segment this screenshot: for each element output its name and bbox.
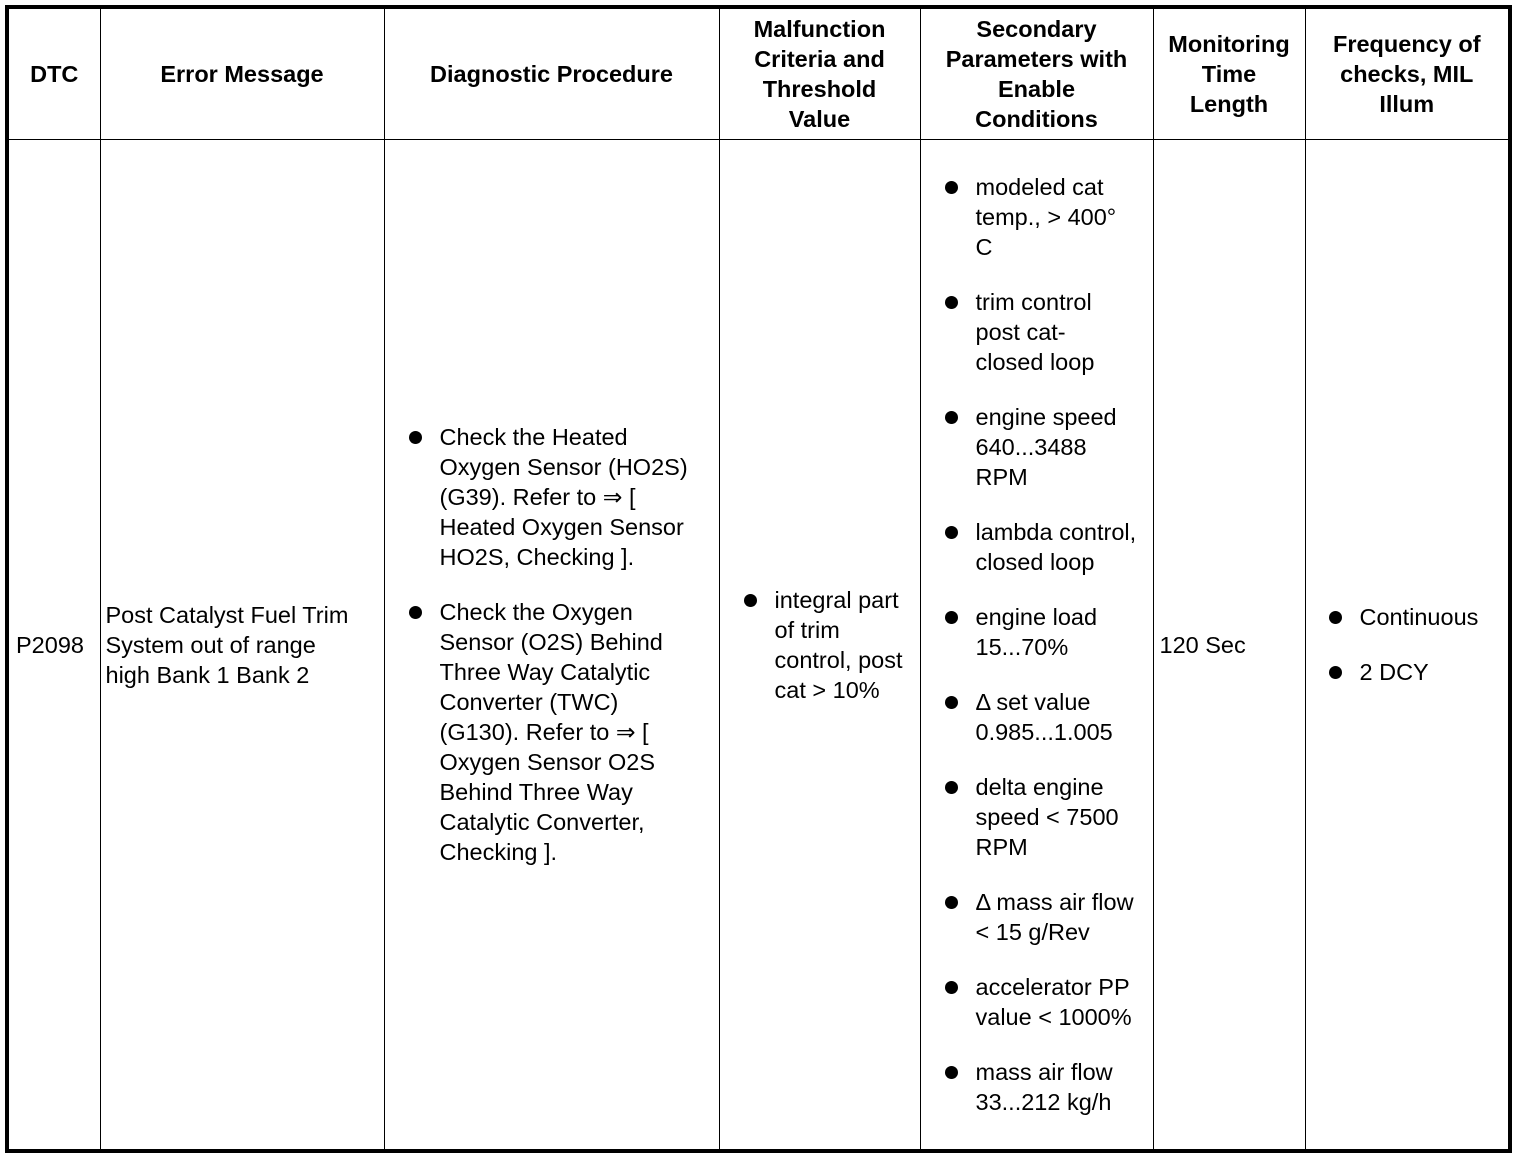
bullet-icon (744, 594, 757, 607)
malfunction-list (720, 585, 920, 705)
bullet-icon (945, 296, 958, 309)
bullet-icon (1329, 666, 1342, 679)
cell-diagnostic-procedure (384, 140, 719, 1152)
list-item: lambda control, closed loop (921, 517, 1153, 577)
header-frequency: Frequency of checks, MIL Illum (1305, 7, 1510, 140)
bullet-icon (945, 981, 958, 994)
bullet-icon (409, 431, 422, 444)
bullet-icon (945, 1066, 958, 1079)
bullet-icon (1329, 611, 1342, 624)
list-item: mass air flow 33...212 kg/h (921, 1057, 1153, 1117)
cell-monitoring-time: 120 Sec (1153, 140, 1305, 1152)
dtc-table (5, 5, 1512, 1153)
bullet-icon (945, 181, 958, 194)
header-error-message: Error Message (100, 7, 384, 140)
bullet-icon (945, 696, 958, 709)
cell-error-message: Post Catalyst Fuel Trim System out of range high Bank 1 Bank 2 (100, 140, 384, 1152)
list-item: trim control post cat- closed loop (921, 287, 1153, 377)
bullet-icon (945, 781, 958, 794)
cell-malfunction-criteria (719, 140, 920, 1152)
list-item: Check the Heated Oxygen Sensor (HO2S) (G39). Refer to ⇒ [ Heated Oxygen Sensor HO2S, Checking ]. (385, 422, 719, 572)
list-item: Continuous (1306, 602, 1509, 632)
bullet-icon (409, 606, 422, 619)
header-diagnostic-procedure: Diagnostic Procedure (384, 7, 719, 140)
header-row (7, 7, 1510, 140)
cell-dtc-code: P2098 (7, 140, 100, 1152)
header-secondary-parameters: Secondary Parameters with Enable Conditions (920, 7, 1153, 140)
bullet-icon (945, 896, 958, 909)
frequency-list (1306, 602, 1509, 687)
bullet-icon (945, 611, 958, 624)
procedure-list (385, 422, 719, 867)
table-row (7, 140, 1510, 1152)
list-item: Δ set value 0.985...1.005 (921, 687, 1153, 747)
bullet-icon (945, 411, 958, 424)
bullet-icon (945, 526, 958, 539)
header-monitoring-time: Monitoring Time Length (1153, 7, 1305, 140)
list-item: integral part of trim control, post cat > 10% (720, 585, 920, 705)
list-item: Δ mass air flow < 15 g/Rev (921, 887, 1153, 947)
cell-secondary-parameters (920, 140, 1153, 1152)
secondary-list (921, 172, 1153, 1117)
cell-frequency (1305, 140, 1510, 1152)
list-item: accelerator PP value < 1000% (921, 972, 1153, 1032)
list-item: engine speed 640...3488 RPM (921, 402, 1153, 492)
list-item: delta engine speed < 7500 RPM (921, 772, 1153, 862)
list-item: engine load 15...70% (921, 602, 1153, 662)
list-item: 2 DCY (1306, 657, 1509, 687)
list-item: Check the Oxygen Sensor (O2S) Behind Three Way Catalytic Converter (TWC) (G130). Refer to ⇒ [ Oxygen Sensor O2S Behind Three Way Catalytic Converter, Checking ]. (385, 597, 719, 867)
header-dtc: DTC (7, 7, 100, 140)
list-item: modeled cat temp., > 400° C (921, 172, 1153, 262)
header-malfunction-criteria: Malfunction Criteria and Threshold Value (719, 7, 920, 140)
